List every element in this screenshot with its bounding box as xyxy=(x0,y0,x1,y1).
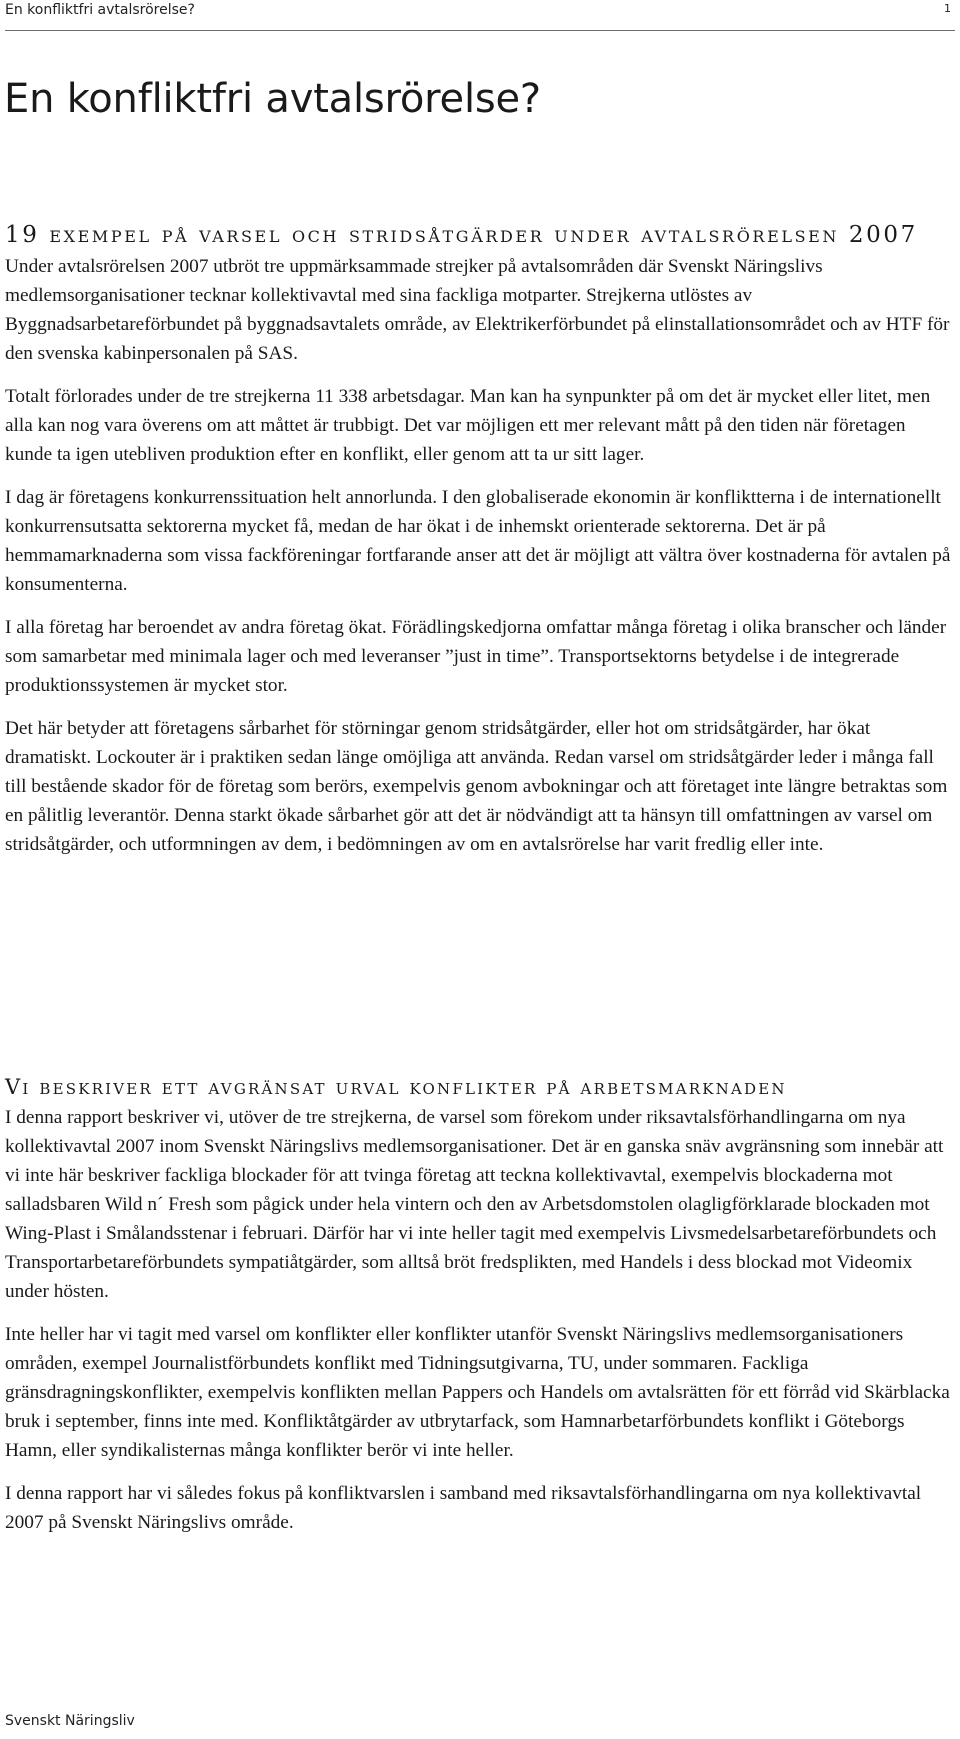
paragraph: I alla företag har beroendet av andra företag ökat. Förädlingskedjorna omfattar många företag i olika branscher och länder som samarbetar med minimala lager och med leveranser ”just in time”. Transportsektorns betydelse i de integrerade produktionssystemen är mycket stor. xyxy=(5,617,947,696)
section-avgransat-urval xyxy=(5,1075,957,1551)
section-heading: 19 exempel på varsel och stridsåtgärder under avtalsrörelsen 2007 xyxy=(5,222,918,248)
paragraph: Totalt förlorades under de tre strejkerna 11 338 arbetsdagar. Man kan ha synpunkter på om det är mycket eller litet, men alla kan nog vara överens om att måttet är trubbigt. Det var möjligen ett mer relevant mått på den tiden när företagen kunde ta igen utebliven produktion efter en konflikt, eller genom att ta ur sitt lager. xyxy=(5,386,931,465)
section-heading: Vi beskriver ett avgränsat urval konflikter på arbetsmarknaden xyxy=(5,1075,787,1099)
paragraph: Under avtalsrörelsen 2007 utbröt tre uppmärksammade strejker på avtalsområden där Svenskt Näringslivs medlemsorganisationer tecknar kollektivavtal med sina fackliga motparter. Strejkerna utlöstes av Byggnadsarbetareförbundet på byggnadsavtalets område, av Elektrikerförbundet på elinstallationsområdet och av HTF för den svenska kabinpersonalen på SAS. xyxy=(5,256,950,364)
paragraph: Det här betyder att företagens sårbarhet för störningar genom stridsåtgärder, eller hot om stridsåtgärder, har ökat dramatiskt. Lockouter är i praktiken sedan länge omöjliga att använda. Redan varsel om stridsåtgärder leder i många fall till bestående skador för de företag som berörs, exempelvis genom avbokningar och att företaget inte längre betraktas som en pålitlig leverantör. Denna starkt ökade sårbarhet gör att det är nödvändigt att ta hänsyn till omfattningen av varsel om stridsåtgärder, och utformningen av dem, i bedömningen av om en avtalsrörelse har varit fredlig eller inte. xyxy=(5,718,948,855)
paragraph: Inte heller har vi tagit med varsel om konflikter eller konflikter utanför Svenskt Näringslivs medlemsorganisationers områden, exempel Journalistförbundets konflikt med Tidningsutgivarna, TU, under sommaren. Fackliga gränsdragningskonflikter, exempelvis konflikten mellan Pappers och Handels om avtalsrätten för ett förråd vid Skärblacka bruk i september, finns inte med. Konfliktåtgärder av utbrytarfack, som Hamnarbetarförbundets konflikt i Göteborgs Hamn, eller syndikalisternas många konflikter berör vi inte heller. xyxy=(5,1324,950,1461)
document-title: En konfliktfri avtalsrörelse? xyxy=(4,76,541,122)
running-header xyxy=(5,0,955,31)
paragraph: I dag är företagens konkurrenssituation helt annorlunda. I den globaliserade ekonomin är konfliktterna i de internationellt konkurrensutsatta sektorerna mycket få, medan de har ökat i de inhemskt orienterade sektorerna. Det är på hemmamarknaderna som vissa fackföreningar fortfarande anser att det är möjligt att vältra över kostnaderna för avtalen på konsumenterna. xyxy=(5,487,951,595)
paragraph: I denna rapport har vi således fokus på konfliktvarslen i samband med riksavtalsförhandlingarna om nya kollektivavtal 2007 på Svenskt Näringslivs område. xyxy=(5,1483,922,1533)
running-header-title: En konfliktfri avtalsrörelse? xyxy=(5,2,195,18)
running-footer: Svenskt Näringsliv xyxy=(5,1713,135,1729)
page-number: 1 xyxy=(944,2,951,15)
section-varsel-exempel xyxy=(5,222,957,873)
paragraph: I denna rapport beskriver vi, utöver de tre strejkerna, de varsel som förekom under riksavtalsförhandlingarna om nya kollektivavtal 2007 inom Svenskt Näringslivs medlemsorganisationer. Det är en ganska snäv avgränsning som innebär att vi inte här beskriver fackliga blockader för att tvinga företag att teckna kollektivavtal, exempelvis blockaderna mot salladsbaren Wild n´ Fresh som pågick under hela vintern och den av Arbetsdomstolen olagligförklarade blockaden mot Wing-Plast i Smålandsstenar i februari. Därför har vi inte heller tagit med exempelvis Livsmedelsarbetareförbundets och Transportarbetareförbundets sympatiåtgärder, som alltså bröt fredsplikten, med Handels i dess blockad mot Videomix under hösten. xyxy=(5,1107,944,1302)
